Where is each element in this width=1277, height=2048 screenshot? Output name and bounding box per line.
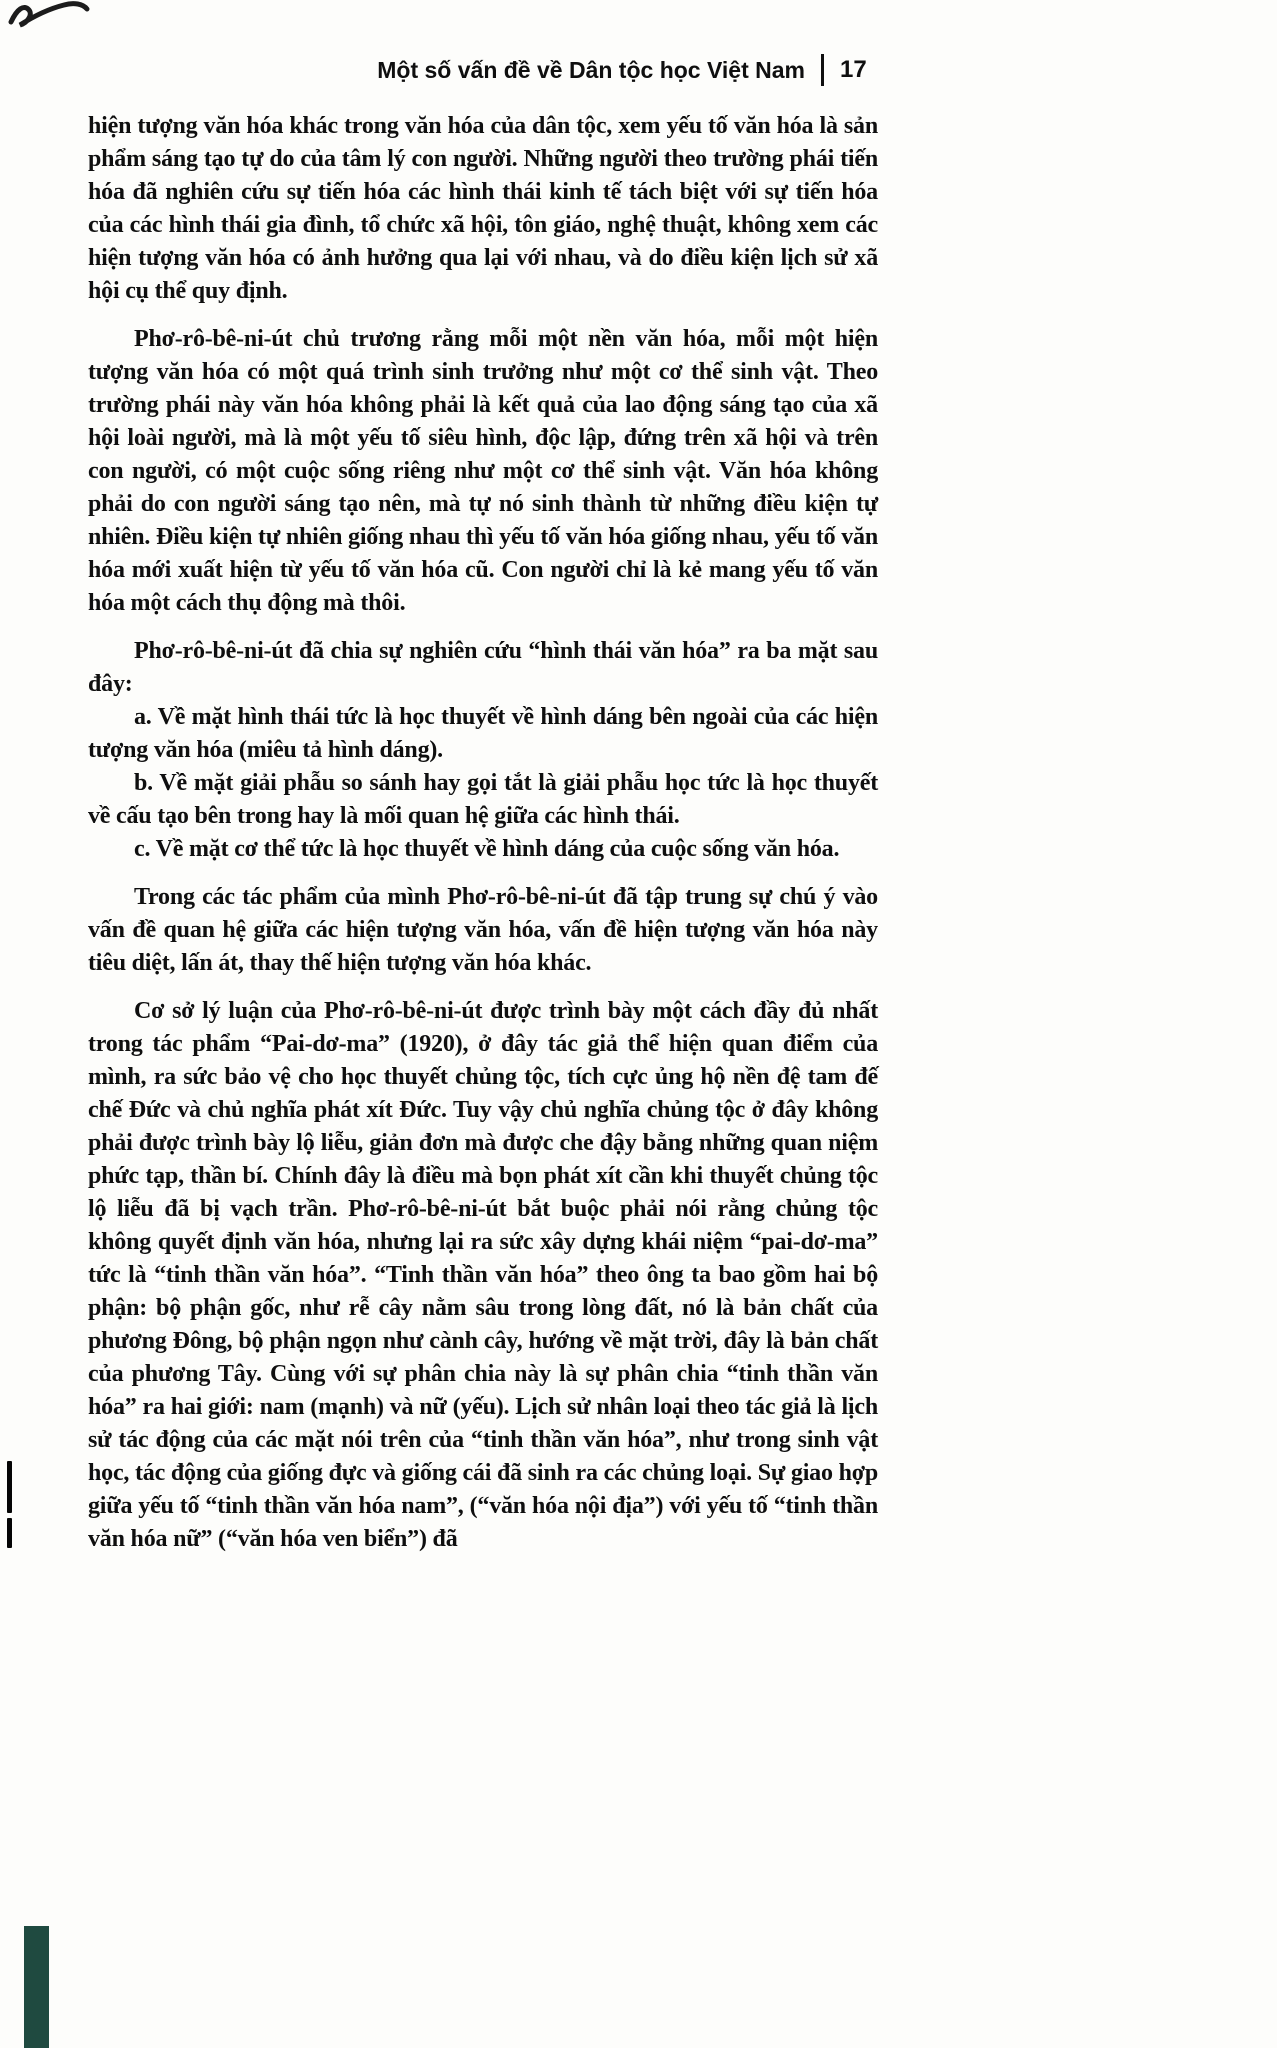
pen-mark-artifact [6, 1, 90, 35]
paragraph: b. Về mặt giải phẫu so sánh hay gọi tắt là giải phẫu học tức là học thuyết về cấu tạo bên trong hay là mối quan hệ giữa các hình thái. [88, 770, 878, 829]
paragraph: a. Về mặt hình thái tức là học thuyết về hình dáng bên ngoài của các hiện tượng văn hóa (miêu tả hình dáng). [88, 704, 878, 763]
text-body [88, 110, 878, 1556]
header-divider [821, 54, 824, 86]
margin-ink-bar [7, 1461, 12, 1513]
paragraph: Phơ-rô-bê-ni-út chủ trương rằng mỗi một nền văn hóa, mỗi một hiện tượng văn hóa có một quá trình sinh trưởng như một cơ thể sinh vật. Theo trường phái này văn hóa không phải là kết quả của lao động sáng tạo của xã hội loài người, mà là một yếu tố siêu hình, độc lập, đứng trên xã hội và trên con người, có một cuộc sống riêng như một cơ thể sinh vật. Văn hóa không phải do con người sáng tạo nên, mà tự nó sinh thành từ những điều kiện tự nhiên. Điều kiện tự nhiên giống nhau thì yếu tố văn hóa giống nhau, yếu tố văn hóa mới xuất hiện từ yếu tố văn hóa cũ. Con người chỉ là kẻ mang yếu tố văn hóa một cách thụ động mà thôi. [88, 326, 878, 616]
page-number: 17 [840, 56, 867, 83]
margin-ink-bar [7, 1518, 12, 1548]
paragraph: Cơ sở lý luận của Phơ-rô-bê-ni-út được trình bày một cách đầy đủ nhất trong tác phẩm “Pai-dơ-ma” (1920), ở đây tác giả thể hiện quan điểm của mình, ra sức bảo vệ cho học thuyết chủng tộc, tích cực ủng hộ nền đệ tam đế chế Đức và chủ nghĩa phát xít Đức. Tuy vậy chủ nghĩa chủng tộc ở đây không phải được trình bày lộ liễu, giản đơn mà được che đậy bằng những quan niệm phức tạp, thần bí. Chính đây là điều mà bọn phát xít cần khi thuyết chủng tộc lộ liễu đã bị vạch trần. Phơ-rô-bê-ni-út bắt buộc phải nói rằng chủng tộc không quyết định văn hóa, nhưng lại ra sức xây dựng khái niệm “pai-dơ-ma” tức là “tinh thần văn hóa”. “Tinh thần văn hóa” theo ông ta bao gồm hai bộ phận: bộ phận gốc, như rễ cây nằm sâu trong lòng đất, nó là bản chất của phương Đông, bộ phận ngọn như cành cây, hướng về mặt trời, đây là bản chất của phương Tây. Cùng với sự phân chia này là sự phân chia “tinh thần văn hóa” ra hai giới: nam (mạnh) và nữ (yếu). Lịch sử nhân loại theo tác giả là lịch sử tác động của các mặt nói trên của “tinh thần văn hóa”, như trong sinh vật học, tác động của giống đực và giống cái đã sinh ra các chủng loại. Sự giao hợp giữa yếu tố “tinh thần văn hóa nam”, (“văn hóa nội địa”) với yếu tố “tinh thần văn hóa nữ” (“văn hóa ven biển”) đã [88, 998, 878, 1552]
paragraph: Phơ-rô-bê-ni-út đã chia sự nghiên cứu “hình thái văn hóa” ra ba mặt sau đây: [88, 638, 878, 697]
paragraph: hiện tượng văn hóa khác trong văn hóa của dân tộc, xem yếu tố văn hóa là sản phẩm sáng tạo tự do của tâm lý con người. Những người theo trường phái tiến hóa đã nghiên cứu sự tiến hóa các hình thái kinh tế tách biệt với sự tiến hóa của các hình thái gia đình, tổ chức xã hội, tôn giáo, nghệ thuật, không xem các hiện tượng văn hóa có ảnh hưởng qua lại với nhau, và do điều kiện lịch sử xã hội cụ thể quy định. [88, 113, 878, 304]
paragraph: Trong các tác phẩm của mình Phơ-rô-bê-ni-út đã tập trung sự chú ý vào vấn đề quan hệ giữa các hiện tượng văn hóa, vấn đề hiện tượng văn hóa này tiêu diệt, lấn át, thay thế hiện tượng văn hóa khác. [88, 884, 878, 976]
running-head [88, 54, 874, 86]
scan-edge-strip [24, 1926, 49, 2048]
paragraph: c. Về mặt cơ thể tức là học thuyết về hình dáng của cuộc sống văn hóa. [134, 836, 840, 862]
running-head-title: Một số vấn đề về Dân tộc học Việt Nam [377, 56, 805, 83]
